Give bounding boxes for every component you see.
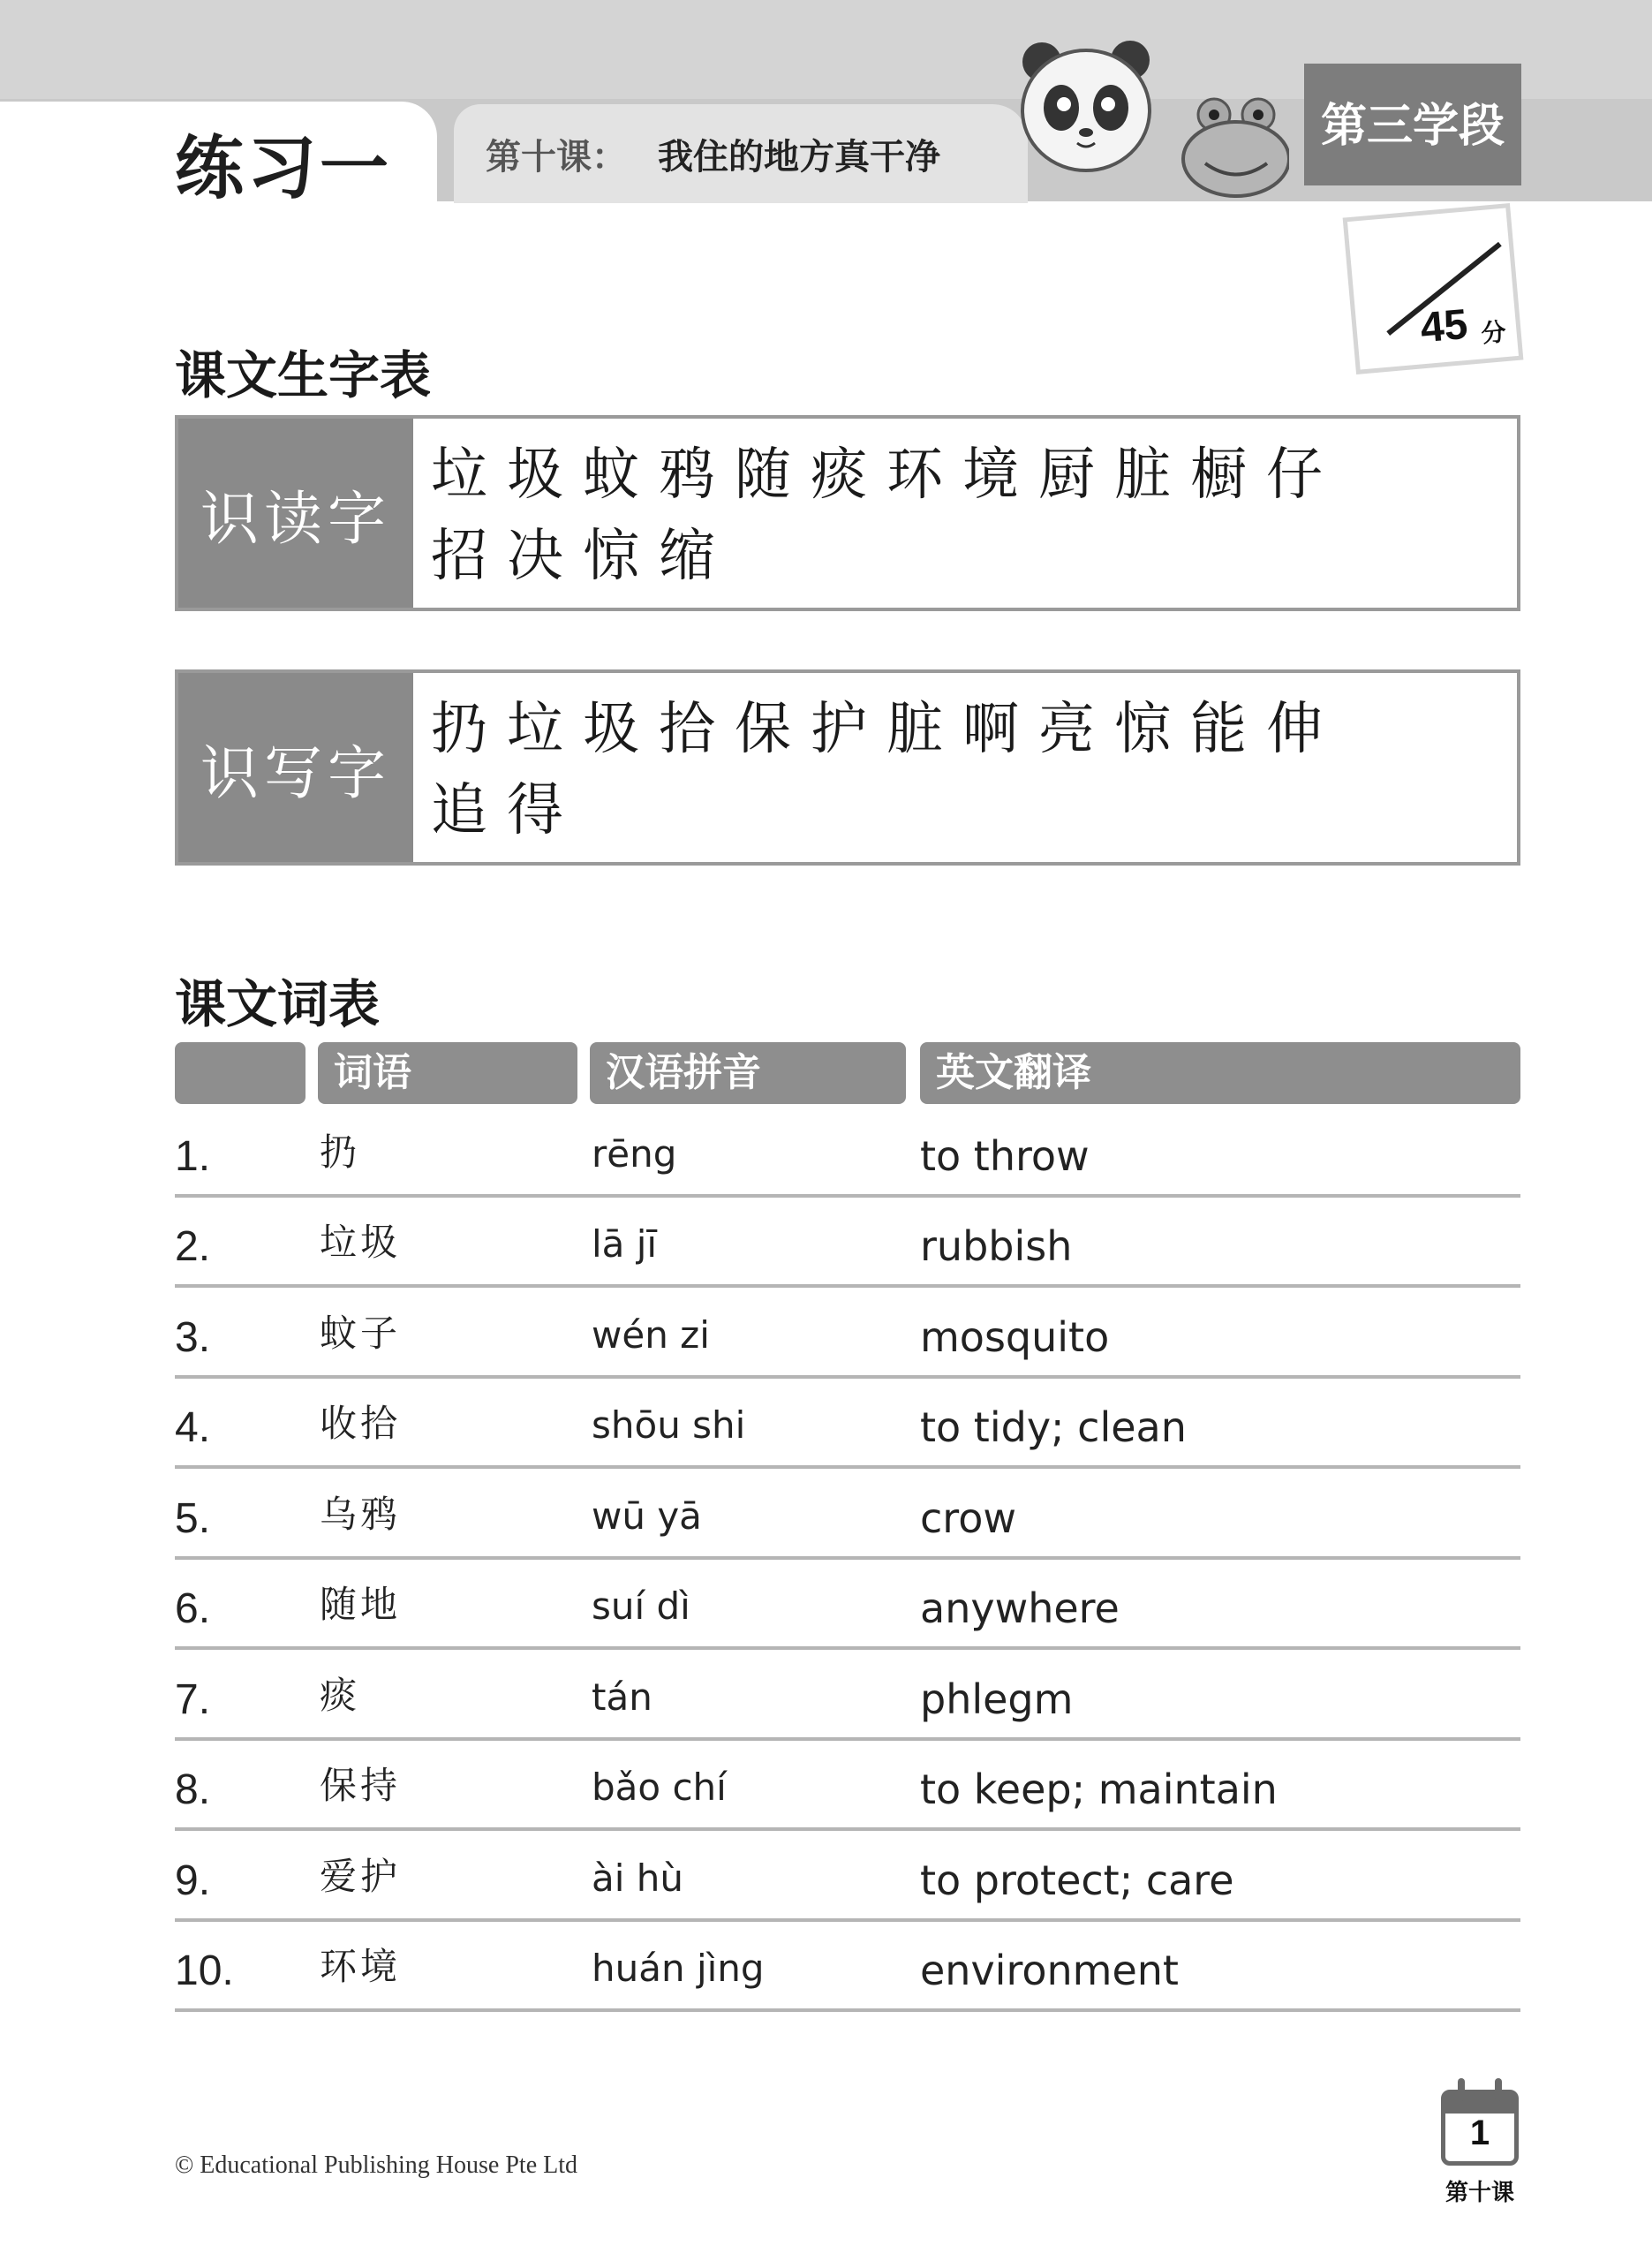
writing-line-2: 追得 [431, 778, 583, 843]
row-pinyin: ài hù [592, 1856, 683, 1900]
row-english: environment [920, 1947, 1179, 1994]
reading-characters-box [175, 415, 1520, 611]
column-header-english: 英文翻译 [920, 1042, 1520, 1104]
row-english: to keep; maintain [920, 1766, 1278, 1813]
reading-label: 识读字 [178, 419, 413, 608]
row-number: 6. [175, 1585, 211, 1632]
frog-icon [1183, 99, 1289, 196]
column-header-pinyin: 汉语拼音 [590, 1042, 906, 1104]
table-row [175, 1922, 1520, 2012]
row-number: 5. [175, 1495, 211, 1542]
page-number: 1 [1469, 2114, 1490, 2152]
exercise-title: 练习一 [175, 129, 393, 208]
column-header-number [175, 1042, 306, 1104]
row-english: mosquito [920, 1313, 1110, 1361]
row-word: 随地 [320, 1583, 402, 1626]
row-pinyin: bǎo chí [592, 1766, 727, 1809]
row-pinyin: tán [592, 1675, 653, 1719]
table-row [175, 1741, 1520, 1831]
writing-characters [431, 689, 1490, 851]
row-word: 垃圾 [320, 1221, 402, 1264]
row-english: to throw [920, 1132, 1090, 1180]
writing-line-1: 扔垃圾拾保护脏啊亮惊能伸 [431, 697, 1342, 762]
row-pinyin: wén zi [592, 1313, 710, 1357]
row-number: 8. [175, 1766, 211, 1813]
row-word: 收拾 [320, 1402, 402, 1445]
writing-label: 识写字 [178, 673, 413, 862]
reading-characters [431, 435, 1490, 597]
row-english: to tidy; clean [920, 1403, 1187, 1451]
row-number: 3. [175, 1314, 211, 1361]
row-word: 痰 [320, 1674, 361, 1717]
calendar-ring-left [1458, 2078, 1465, 2101]
row-english: to protect; care [920, 1856, 1234, 1904]
row-pinyin: shōu shi [592, 1403, 746, 1447]
page-lesson-label: 第十课 [1445, 2180, 1514, 2206]
row-word: 环境 [320, 1945, 402, 1988]
row-word: 乌鸦 [320, 1493, 402, 1536]
row-pinyin: lā jī [592, 1222, 658, 1266]
row-word: 爱护 [320, 1855, 402, 1898]
row-word: 保持 [320, 1764, 402, 1807]
row-english: anywhere [920, 1584, 1120, 1632]
vocabulary-heading: 课文词表 [175, 974, 381, 1034]
row-pinyin: huán jìng [592, 1947, 765, 1990]
row-english: rubbish [920, 1222, 1073, 1270]
timer-unit: 分 [1480, 317, 1507, 349]
row-word: 扔 [320, 1130, 361, 1174]
calendar-ring-right [1495, 2078, 1502, 2101]
copyright-notice: © Educational Publishing House Pte Ltd [175, 2151, 578, 2179]
row-english: phlegm [920, 1675, 1074, 1723]
table-row [175, 1470, 1520, 1560]
row-word: 蚊子 [320, 1312, 402, 1355]
table-row [175, 1651, 1520, 1741]
table-row [175, 1560, 1520, 1650]
lesson-number: 第十课： [486, 137, 627, 178]
column-header-word: 词语 [318, 1042, 577, 1104]
panda-icon [1022, 41, 1150, 170]
writing-characters-box [175, 669, 1520, 866]
row-pinyin: suí dì [592, 1584, 690, 1628]
calendar-top-bar [1445, 2094, 1514, 2114]
row-number: 2. [175, 1223, 211, 1270]
page-calendar-icon [1441, 2090, 1519, 2166]
table-row [175, 1379, 1520, 1469]
table-row [175, 1289, 1520, 1379]
table-row [175, 1108, 1520, 1198]
table-row [175, 1832, 1520, 1922]
mascot-icons [1015, 26, 1289, 203]
row-pinyin: wū yā [592, 1494, 702, 1538]
row-number: 9. [175, 1857, 211, 1904]
reading-line-2: 招决惊缩 [431, 524, 735, 589]
timer-card [1343, 203, 1524, 374]
row-pinyin: rēng [592, 1132, 677, 1176]
row-number: 1. [175, 1133, 211, 1180]
timer-value: 45 [1418, 300, 1470, 352]
row-english: crow [920, 1494, 1016, 1542]
lesson-title: 我住的地方真干净 [658, 137, 940, 178]
row-number: 10. [175, 1947, 234, 1994]
table-row [175, 1198, 1520, 1288]
row-number: 4. [175, 1404, 211, 1451]
reading-line-1: 垃圾蚊鸦随痰环境厨脏橱仔 [431, 442, 1342, 508]
characters-heading: 课文生字表 [175, 345, 432, 405]
row-number: 7. [175, 1676, 211, 1723]
stage-label: 第三学段 [1320, 100, 1505, 153]
